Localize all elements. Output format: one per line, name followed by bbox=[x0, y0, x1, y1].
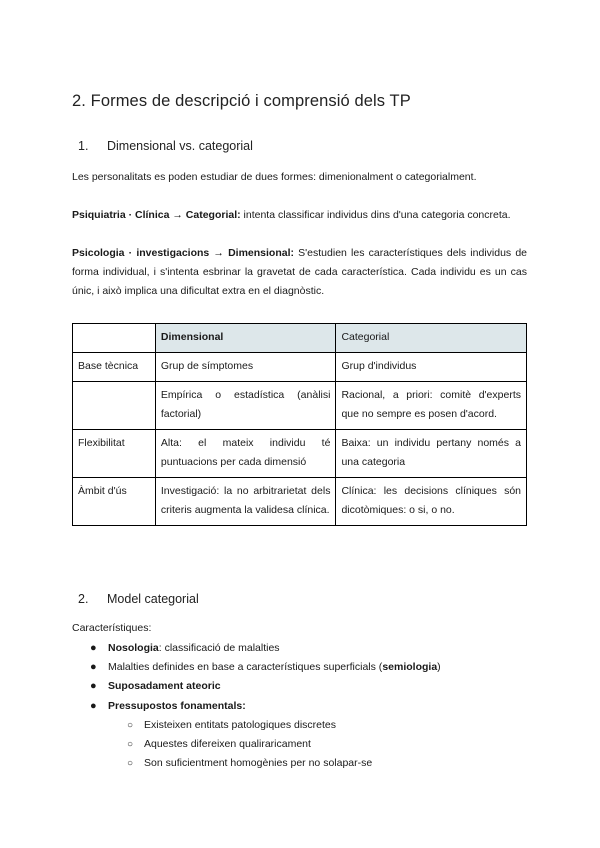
table-row bbox=[73, 353, 527, 382]
table-row bbox=[73, 478, 527, 526]
caracteristiques-label: Característiques: bbox=[72, 622, 152, 634]
circle-bullet-icon: ○ bbox=[127, 758, 134, 770]
table-row bbox=[73, 382, 527, 430]
table-cell bbox=[73, 382, 156, 430]
psiquiatria-paragraph bbox=[72, 206, 527, 225]
characteristics-list bbox=[72, 639, 532, 773]
psiquiatria-label: Psiquiatria · Clínica → Categorial: bbox=[72, 209, 241, 221]
bullet-icon: ● bbox=[90, 642, 97, 654]
bullet-icon: ● bbox=[90, 680, 97, 693]
list-item: ● Pressupostos fonamentals: ○ Existeixen entitats patologiques discretes ○ Aquestes difereixen qualiraricament ○ Son suficientment homogènies per no solapar-se bbox=[72, 697, 532, 774]
list-item: ● Malalties definides en base a característiques superficials (semiologia) bbox=[72, 658, 532, 677]
table-cell: Àmbit d'ús bbox=[73, 478, 156, 526]
table-row bbox=[73, 430, 527, 478]
psicologia-label: Psicologia · investigacions → Dimensional: bbox=[72, 247, 295, 259]
psicologia-text: S'estudien les característiques dels individus de forma individual, i s'intenta esbrinar la gravetat de cada característica. Cada individu es un cas únic, i això implica una dificultat extra en el diagnòstic. bbox=[72, 247, 527, 297]
intro-paragraph: Les personalitats es poden estudiar de dues formes: dimenionalment o categorialment. bbox=[72, 171, 477, 183]
subsection-number: 2. bbox=[78, 592, 89, 606]
table-cell: Grup de símptomes bbox=[155, 353, 336, 382]
comparison-table bbox=[72, 323, 527, 526]
nested-list-item: ○ Aquestes difereixen qualiraricament bbox=[108, 735, 532, 754]
table-cell: Investigació: la no arbitrarietat dels criteris augmenta la validesa clínica. bbox=[155, 478, 336, 526]
section-title: 2. Formes de descripció i comprensió dels TP bbox=[72, 92, 411, 110]
bullet-icon: ● bbox=[90, 699, 97, 712]
subsection-title: Model categorial bbox=[107, 592, 199, 606]
table-cell: Empírica o estadística (anàlisi factorial) bbox=[155, 382, 336, 430]
circle-bullet-icon: ○ bbox=[127, 739, 134, 751]
table-header-row bbox=[73, 324, 527, 353]
nested-list-item: ○ Son suficientment homogènies per no solapar-se bbox=[108, 754, 532, 773]
table-cell: Grup d'individus bbox=[336, 353, 527, 382]
nested-list bbox=[108, 716, 532, 774]
table-cell: Alta: el mateix individu té puntuacions per cada dimensió bbox=[155, 430, 336, 478]
list-item: ● Nosologia: classificació de malalties bbox=[72, 639, 532, 658]
table-cell: Clínica: les decisions clíniques són dicotòmiques: o si, o no. bbox=[336, 478, 527, 526]
table-cell: Base tècnica bbox=[73, 353, 156, 382]
table-cell: Baixa: un individu pertany només a una categoria bbox=[336, 430, 527, 478]
nested-list-item: ○ Existeixen entitats patologiques discretes bbox=[108, 716, 532, 735]
list-item: ● Suposadament ateoric bbox=[72, 677, 532, 696]
table-header-cell bbox=[73, 324, 156, 353]
psicologia-paragraph bbox=[72, 244, 527, 301]
table-header-cell: Dimensional bbox=[155, 324, 336, 353]
bullet-icon: ● bbox=[90, 661, 97, 674]
table-cell: Flexibilitat bbox=[73, 430, 156, 478]
psiquiatria-text: intenta classificar individus dins d'una categoria concreta. bbox=[240, 209, 511, 221]
subsection-number: 1. bbox=[78, 139, 89, 153]
table-header-cell: Categorial bbox=[336, 324, 527, 353]
table-cell: Racional, a priori: comitè d'experts que no sempre es posen d'acord. bbox=[336, 382, 527, 430]
subsection-title: Dimensional vs. categorial bbox=[107, 139, 253, 153]
circle-bullet-icon: ○ bbox=[127, 719, 134, 731]
